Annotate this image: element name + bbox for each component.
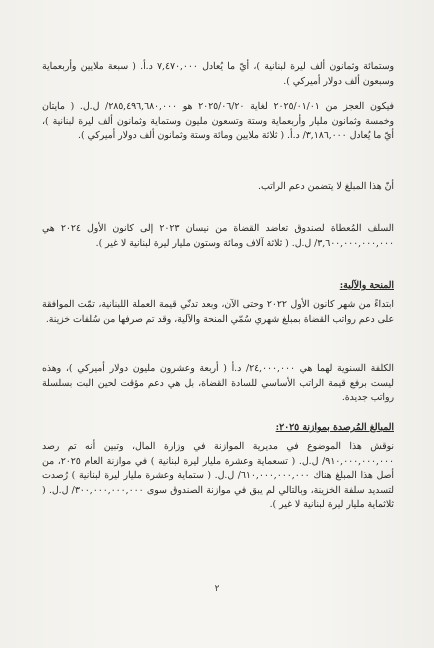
heading-budget-2025: المبالغ المُرصدة بموازنة ٢٠٢٥:	[275, 422, 394, 433]
paragraph-advances: السلف المُعطاة لصندوق تعاضد القضاة من نيسان ٢٠٢٣ إلى كانون الأول ٢٠٢٤ هي ٣,٦٠٠,٠٠٠,٠٠٠,٠٠٠/ ل.ل. ( ثلاثة آلاف ومائة وستون مليار ليرة لبنانية لا غير ).	[42, 223, 395, 249]
paragraph-deficit: فيكون العجز من ٢٠٢٥/٠١/٠١ لغاية ٢٠٢٥/٠٦/٢٠ هو ٢٨٥,٤٩٦,٦٨٠,٠٠٠/ ل.ل. ( مايتان وخمسة وثمانون مليار وأربعماية وستة وتسعون مليون وستماية وثمانون ألف ليرة لبنانية )، أيّ ما يُعادل ٣,١٨٦,٠٠٠/ د.أ. ( ثلاثة ملايين ومائة وستة وثمانون ألف دولار أميركي ).	[42, 101, 394, 141]
paragraph-conversion: وستمائة وثمانون ألف ليرة لبنانية )، أيّ ما يُعادل ٧,٤٧٠,٠٠٠ د.أ. ( سبعة ملايين وأربعماية وسبعون ألف دولار أميركي ).	[42, 61, 394, 87]
paragraph-budget: نوقش هذا الموضوع في مديرية الموازنة في وزارة المال، وتبين أنه تم رصد ٩١٠,٠٠٠,٠٠٠,٠٠٠/ ل.ل. ( تسعماية وعشرة مليار ليرة لبنانية ) في موازنة العام ٢٠٢٥، من أصل هذا المبلغ هناك ٦١٠,٠٠٠,٠٠٠,٠٠٠/ ل.ل. ( ستماية وعشرة مليار ليرة لبنانية ) رُصدت لتسديد سلفة الخزينة، وبالتالي لم يبق في موازنة الصندوق سوى ٣٠٠,٠٠٠,٠٠٠,٠٠٠/ ل.ل. ( ثلاثماية مليار ليرة لبنانية لا غير ).	[42, 441, 395, 510]
page-number: ٢	[214, 584, 220, 594]
paragraph-annual-cost: الكلفة السنوية لهما هي ٢٤,٠٠٠,٠٠٠/ د.أ ( أربعة وعشرون مليون دولار أميركي )، وهذه ليست برفع قيمة الراتب الأساسي للسادة القضاة، بل هي دعم مؤقت لحين البت بسلسلة رواتب جديدة.	[42, 363, 394, 403]
heading-grant: المنحة والآلية:	[339, 280, 394, 291]
paragraph-grant: ابتداءً من شهر كانون الأول ٢٠٢٢ وحتى الآن، وبعد تدنّي قيمة العملة اللبنانية، تمّت الموافقة على دعم رواتب القضاة بمبلغ شهري سُمّي المنحة والآلية، وقد تم صرفها من سُلفات خزينة.	[42, 299, 394, 325]
paragraph-salary-note: أنّ هذا المبلغ لا يتضمن دعم الراتب.	[257, 181, 394, 192]
